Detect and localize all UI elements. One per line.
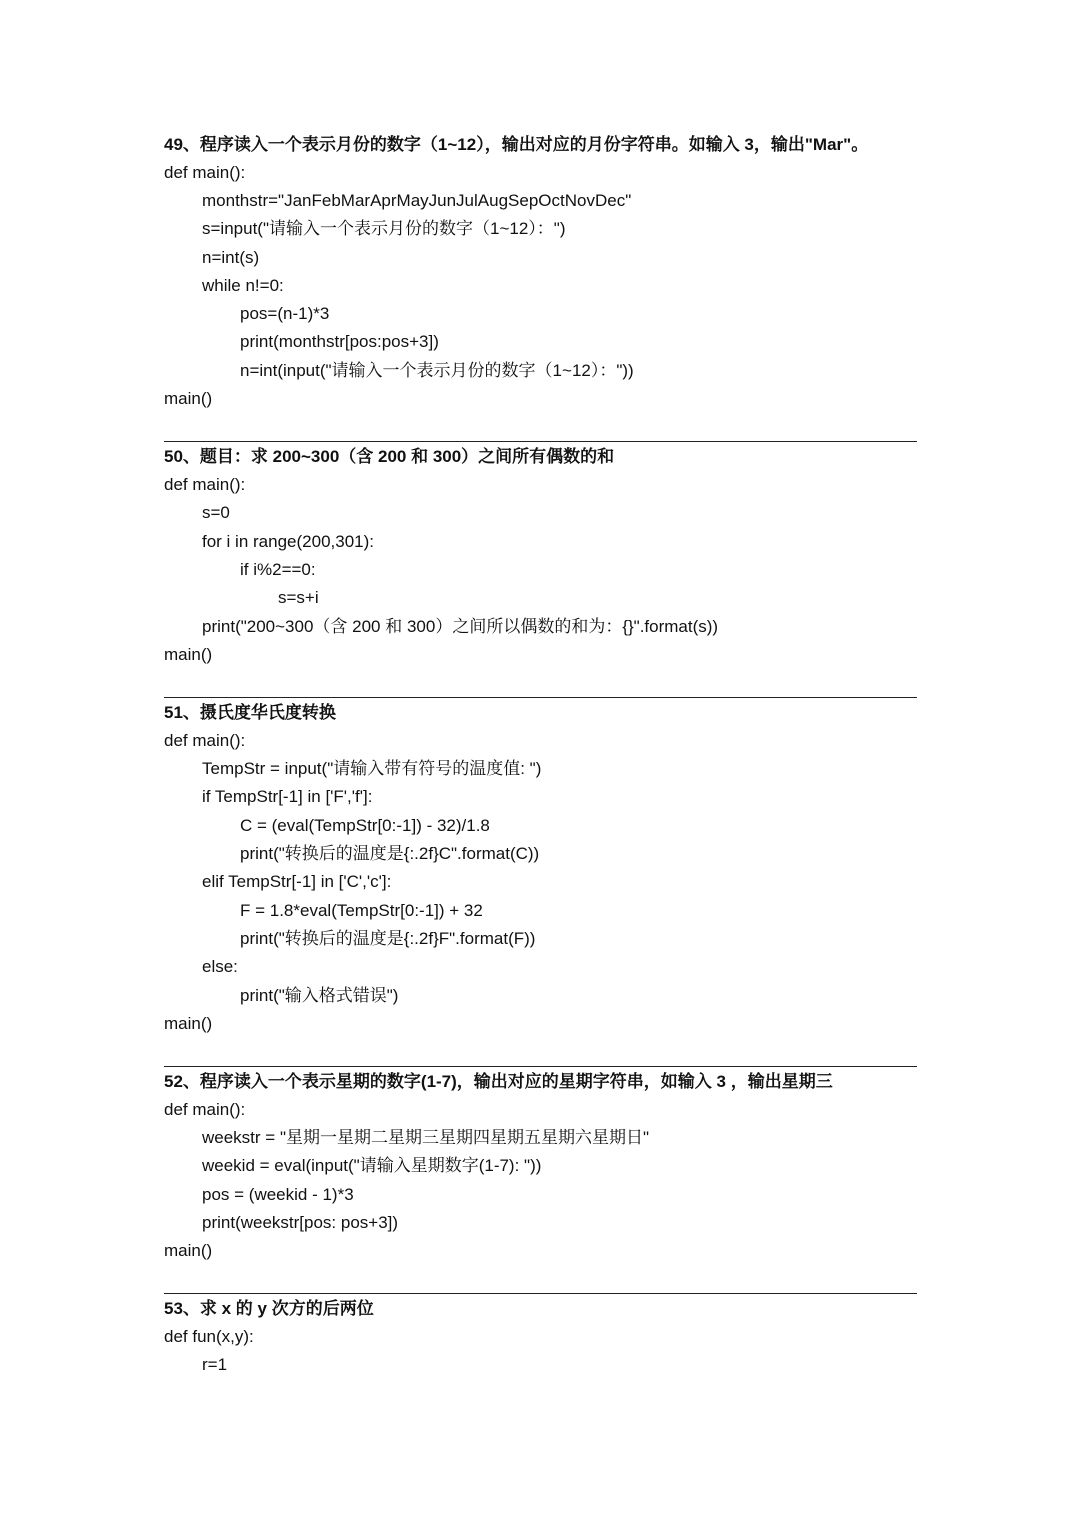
section-divider: [164, 441, 917, 442]
code-line: while n!=0:: [202, 276, 284, 295]
code-line: def main():: [164, 731, 246, 750]
code-line: C = (eval(TempStr[0:-1]) - 32)/1.8: [240, 816, 490, 835]
section-divider: [164, 697, 917, 698]
code-line: def fun(x,y):: [164, 1327, 254, 1346]
section-50-heading: 50、题目：求 200~300（含 200 和 300）之间所有偶数的和: [164, 447, 615, 466]
code-line: def main():: [164, 163, 246, 182]
section-51-heading: 51、摄氏度华氏度转换: [164, 703, 336, 722]
code-line: F = 1.8*eval(TempStr[0:-1]) + 32: [240, 901, 483, 920]
code-line: monthstr="JanFebMarAprMayJunJulAugSepOctNovDec": [202, 191, 632, 210]
code-line: print(weekstr[pos: pos+3]): [202, 1213, 399, 1232]
code-line: s=0: [202, 503, 230, 522]
code-line: pos = (weekid - 1)*3: [202, 1185, 354, 1204]
code-line: def main():: [164, 1100, 246, 1119]
code-line: if i%2==0:: [240, 560, 316, 579]
section-divider: [164, 1293, 917, 1294]
code-line: pos=(n-1)*3: [240, 304, 330, 323]
code-line: s=s+i: [278, 588, 319, 607]
section-53-heading: 53、求 x 的 y 次方的后两位: [164, 1299, 374, 1318]
code-line: weekstr = "星期一星期二星期三星期四星期五星期六星期日": [202, 1128, 650, 1147]
section-divider: [164, 1066, 917, 1067]
code-line: TempStr = input("请输入带有符号的温度值: "): [202, 759, 542, 778]
code-line: print("转换后的温度是{:.2f}F".format(F)): [240, 929, 536, 948]
code-line: elif TempStr[-1] in ['C','c']:: [202, 872, 392, 891]
code-line: main(): [164, 1241, 213, 1260]
code-line: n=int(input("请输入一个表示月份的数字（1~12）：")): [240, 361, 634, 380]
code-line: main(): [164, 389, 213, 408]
code-line: print("输入格式错误"): [240, 986, 399, 1005]
code-line: main(): [164, 645, 213, 664]
code-line: print("200~300（含 200 和 300）之间所以偶数的和为：{}".format(s)): [202, 617, 719, 636]
section-52-heading: 52、程序读入一个表示星期的数字(1-7)，输出对应的星期字符串，如输入 3 ，输出星期三: [164, 1072, 833, 1091]
code-line: def main():: [164, 475, 246, 494]
code-line: for i in range(200,301):: [202, 532, 374, 551]
section-49-heading: 49、程序读入一个表示月份的数字（1~12），输出对应的月份字符串。如输入 3，输出"Mar"。: [164, 135, 869, 154]
code-line: r=1: [202, 1355, 228, 1374]
code-line: if TempStr[-1] in ['F','f']:: [202, 787, 373, 806]
code-line: print(monthstr[pos:pos+3]): [240, 332, 439, 351]
code-line: weekid = eval(input("请输入星期数字(1-7): ")): [202, 1156, 542, 1175]
code-line: main(): [164, 1014, 213, 1033]
code-line: else:: [202, 957, 238, 976]
code-line: s=input("请输入一个表示月份的数字（1~12）："): [202, 219, 566, 238]
code-line: print("转换后的温度是{:.2f}C".format(C)): [240, 844, 540, 863]
code-line: n=int(s): [202, 248, 260, 267]
document-page: [164, 0, 924, 1527]
